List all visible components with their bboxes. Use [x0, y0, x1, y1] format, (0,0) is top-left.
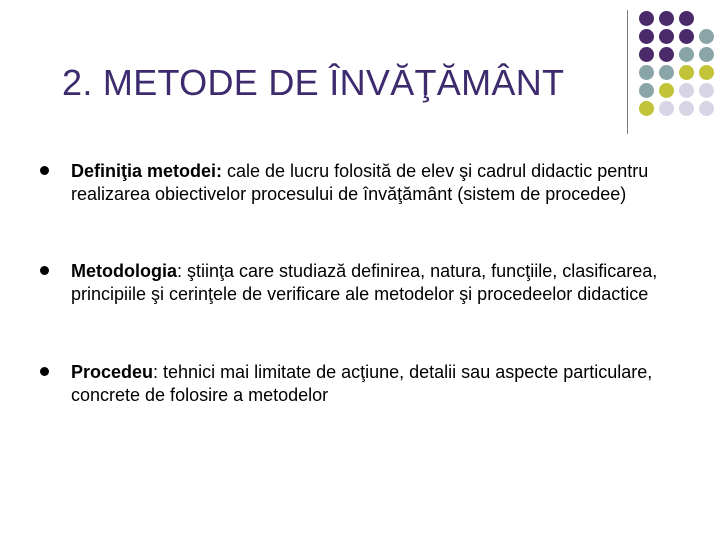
- decor-dot: [679, 65, 694, 80]
- decor-dot: [699, 83, 714, 98]
- decorative-dot-grid: [639, 11, 720, 116]
- decor-dot: [699, 65, 714, 80]
- decor-dot: [679, 11, 694, 26]
- bullet-text: [71, 260, 691, 306]
- decor-dot: [699, 47, 714, 62]
- bullet-term: Procedeu: [71, 362, 154, 382]
- decor-dot: [659, 83, 674, 98]
- bullet-text: [71, 361, 691, 407]
- bullet-marker: [40, 266, 49, 275]
- bullet-description: : ştiinţa care studiază definirea, natura, funcţiile, clasificarea, principiile şi cerinţele de verificare ale metodelor şi procedeelor didactice: [71, 261, 658, 304]
- decor-dot: [639, 29, 654, 44]
- bullet-description: cale de lucru folosită de elev şi cadrul didactic pentru realizarea obiectivelor procesului de învăţământ (sistem de procedee): [71, 161, 649, 204]
- decor-dot: [639, 47, 654, 62]
- bullet-marker: [40, 367, 49, 376]
- decor-dot: [639, 101, 654, 116]
- decor-dot: [659, 65, 674, 80]
- decor-dot: [679, 29, 694, 44]
- decor-dot: [699, 101, 714, 116]
- decor-dot: [659, 11, 674, 26]
- decor-dot: [679, 47, 694, 62]
- decor-dot: [679, 83, 694, 98]
- decor-dot: [679, 101, 694, 116]
- decor-dot: [639, 65, 654, 80]
- decor-dot: [639, 11, 654, 26]
- decor-dot: [639, 83, 654, 98]
- decor-dot: [699, 29, 714, 44]
- bullet-text: [71, 160, 691, 206]
- title-divider-line: [627, 10, 628, 134]
- bullet-marker: [40, 166, 49, 175]
- decor-dot: [659, 47, 674, 62]
- slide-title: 2. METODE DE ÎNVĂŢĂMÂNT: [62, 62, 565, 103]
- bullet-term: Definiţia metodei:: [71, 161, 223, 181]
- decor-dot: [659, 101, 674, 116]
- decor-dot: [659, 29, 674, 44]
- bullet-term: Metodologia: [71, 261, 177, 281]
- bullet-description: : tehnici mai limitate de acţiune, detalii sau aspecte particulare, concrete de folosire a metodelor: [71, 362, 653, 405]
